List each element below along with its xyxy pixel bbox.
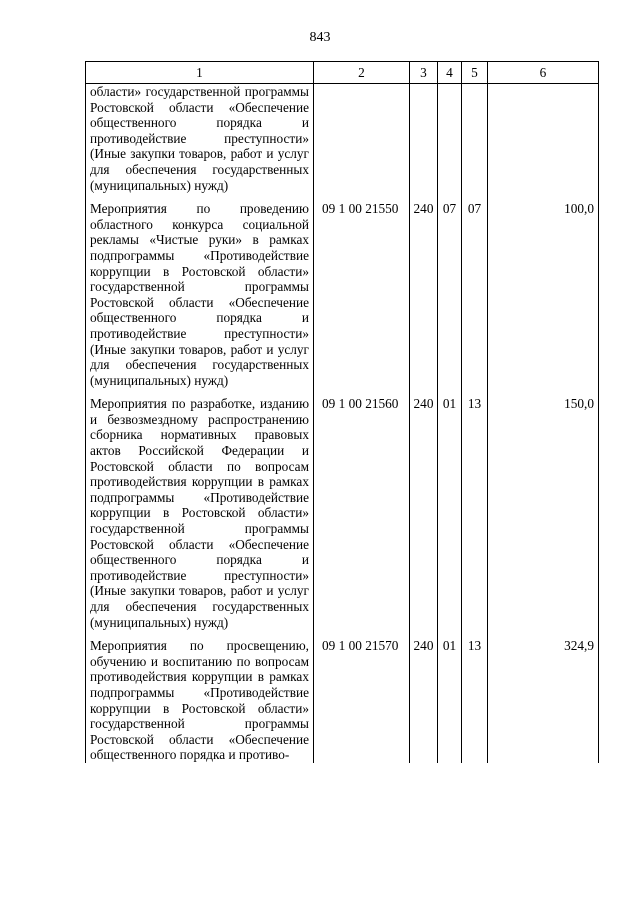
- column-header-section: 4: [438, 62, 462, 84]
- column-header-description: 1: [86, 62, 314, 84]
- column-header-amount: 6: [488, 62, 599, 84]
- row-code: 09 1 00 21550: [314, 193, 410, 388]
- row-section: 01: [438, 388, 462, 630]
- row-code: [314, 84, 410, 194]
- row-section: 01: [438, 630, 462, 763]
- row-description: Мероприятия по разработке, изданию и безвозмездному распространению сборника нормативных правовых актов Российской Федерации и Ростовской области по вопросам противодействия коррупции в рамках подпрограммы «Противодействие коррупции в Ростовской области» государственной программы Ростовской области «Обеспечение общественного порядка и противодействие преступности» (Иные закупки товаров, работ и услуг для обеспечения государственных (муниципальных) нужд): [86, 388, 314, 630]
- row-subsection: 13: [462, 388, 488, 630]
- row-amount: 100,0: [488, 193, 599, 388]
- page-number: 843: [309, 30, 331, 45]
- row-subsection: [462, 84, 488, 194]
- row-code: 09 1 00 21560: [314, 388, 410, 630]
- budget-table: [85, 61, 599, 763]
- row-section: [438, 84, 462, 194]
- table-row: [86, 193, 599, 388]
- column-header-subsection: 5: [462, 62, 488, 84]
- row-amount: 150,0: [488, 388, 599, 630]
- column-header-vr: 3: [410, 62, 438, 84]
- row-description: области» государственной программы Ростовской области «Обеспечение общественного порядка и противодействие преступности» (Иные закупки товаров, работ и услуг для обеспечения государственных (муниципальных) нужд): [86, 84, 314, 194]
- table-header-row: [86, 62, 599, 84]
- table-row: [86, 84, 599, 194]
- row-amount: [488, 84, 599, 194]
- row-subsection: 13: [462, 630, 488, 763]
- row-description: Мероприятия по просвещению, обучению и воспитанию по вопросам противодействия коррупции в рамках подпрограммы «Противодействие коррупции в Ростовской области» государственной программы Ростовской области «Обеспечение общественного порядка и противо-: [86, 630, 314, 763]
- row-amount: 324,9: [488, 630, 599, 763]
- row-vr: [410, 84, 438, 194]
- row-vr: 240: [410, 388, 438, 630]
- row-code: 09 1 00 21570: [314, 630, 410, 763]
- table-row: [86, 630, 599, 763]
- column-header-code: 2: [314, 62, 410, 84]
- row-subsection: 07: [462, 193, 488, 388]
- row-vr: 240: [410, 630, 438, 763]
- row-description: Мероприятия по проведению областного конкурса социальной рекламы «Чистые руки» в рамках подпрограммы «Противодействие коррупции в Ростовской области» государственной программы Ростовской области «Обеспечение общественного порядка и противодействие преступности» (Иные закупки товаров, работ и услуг для обеспечения государственных (муниципальных) нужд): [86, 193, 314, 388]
- row-vr: 240: [410, 193, 438, 388]
- row-section: 07: [438, 193, 462, 388]
- table-row: [86, 388, 599, 630]
